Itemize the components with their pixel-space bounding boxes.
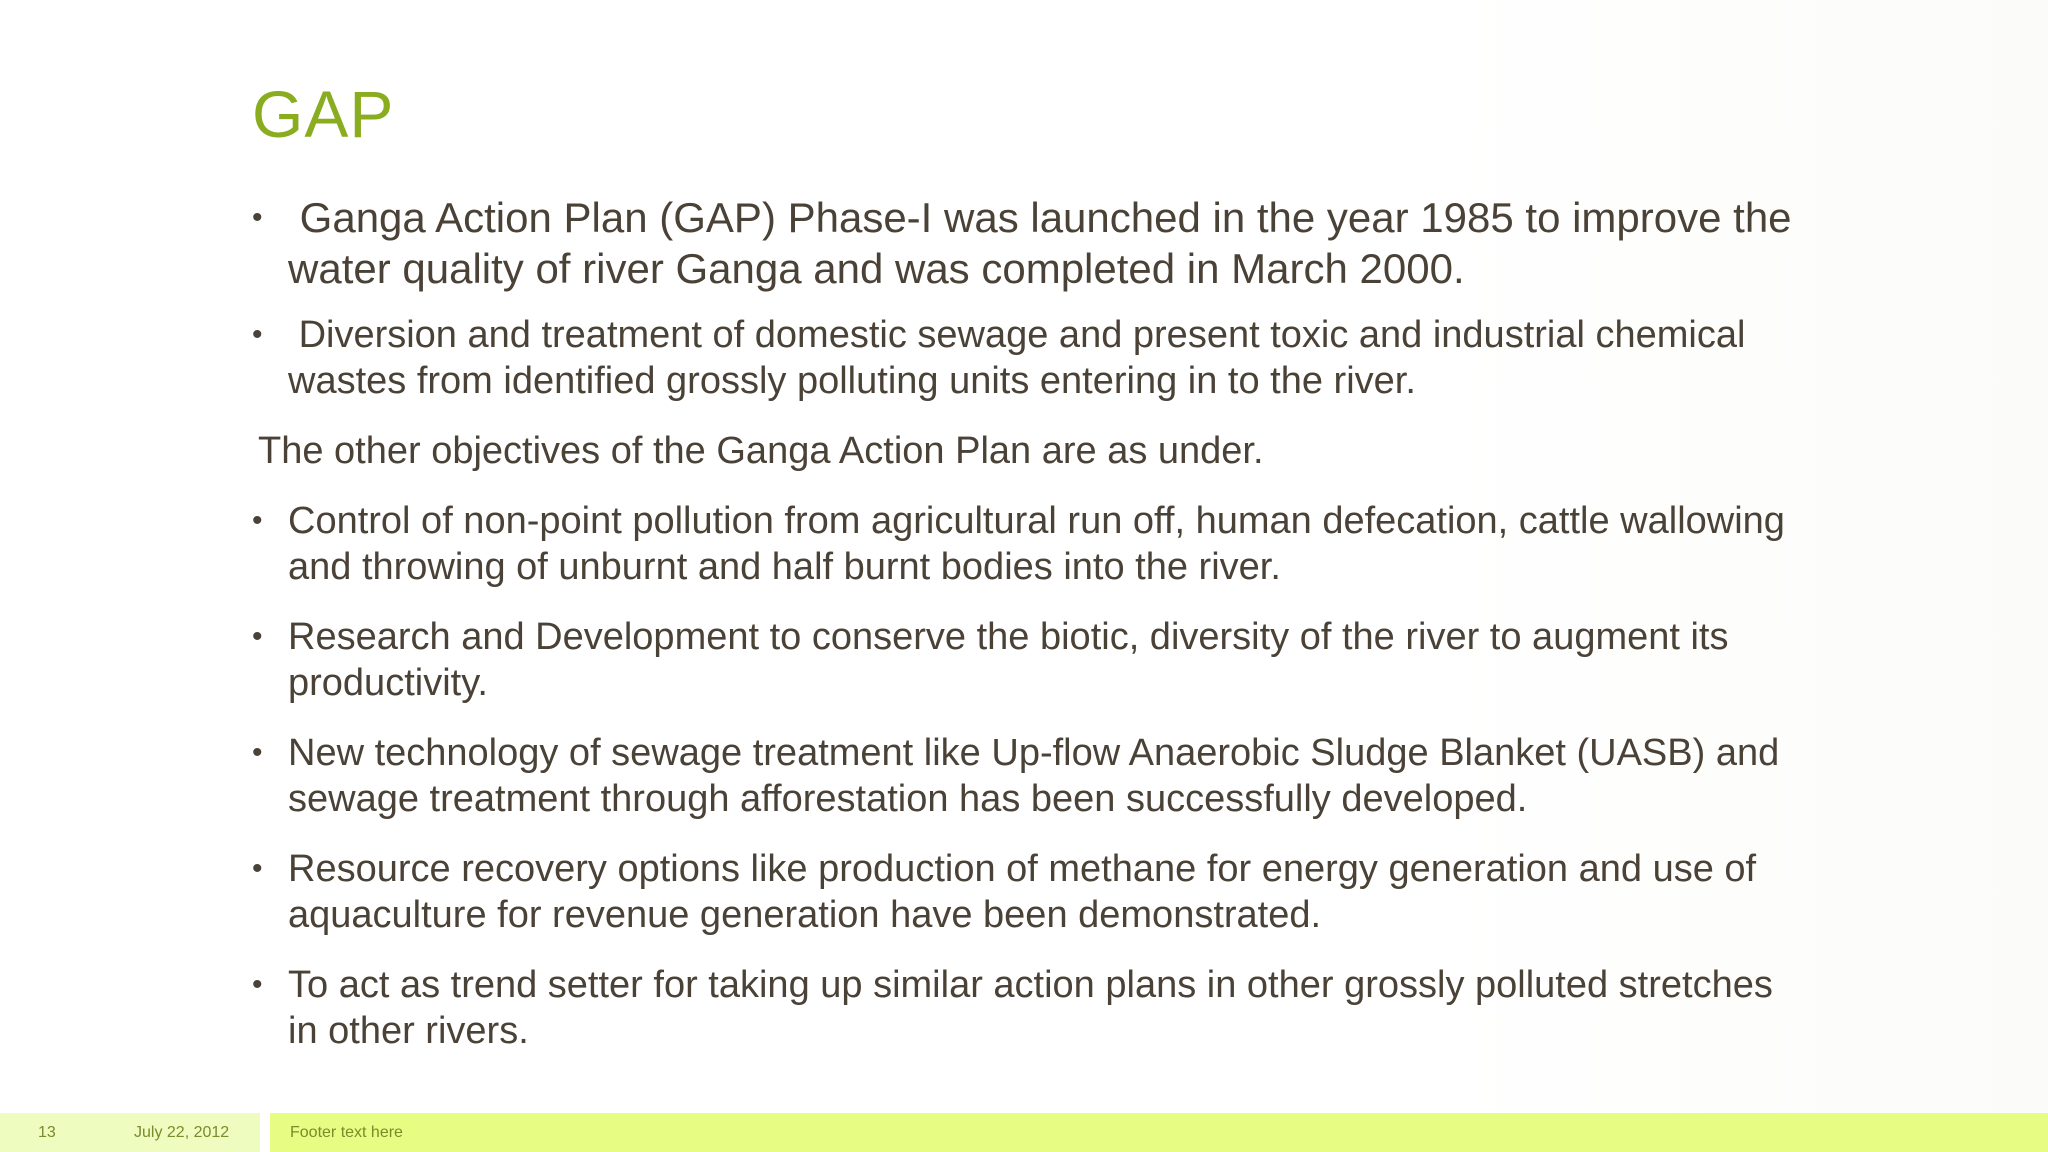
footer-text: Footer text here [290, 1124, 403, 1141]
slide-date: July 22, 2012 [134, 1124, 230, 1141]
slide-title: GAP [252, 77, 395, 151]
bullet-text: Control of non-point pollution from agricultural run off, human defecation, cattle wallowing and throwing of unburnt and half burnt bodies into the river. [288, 500, 1785, 588]
bullet-item [252, 962, 1812, 1054]
bullet-item [252, 730, 1812, 822]
footer-bar [270, 1113, 2048, 1152]
bullet-item [252, 614, 1812, 706]
bullet-item [252, 312, 1812, 404]
bullet-item [252, 192, 1812, 294]
bullet-item [252, 498, 1812, 590]
slide-number: 13 [38, 1124, 56, 1141]
bullet-icon: • [252, 201, 263, 234]
bullet-icon: • [252, 318, 263, 351]
bullet-text: Diversion and treatment of domestic sewage and present toxic and industrial chemical wastes from identified grossly polluting units entering in to the river. [288, 314, 1756, 402]
bullet-icon: • [252, 968, 263, 1001]
slide-content [252, 192, 1812, 1078]
bullet-item [252, 846, 1812, 938]
bullet-icon: • [252, 852, 263, 885]
objectives-intro: The other objectives of the Ganga Action Plan are as under. [258, 430, 1264, 472]
bullet-text: New technology of sewage treatment like Up-flow Anaerobic Sludge Blanket (UASB) and sewage treatment through afforestation has been successfully developed. [288, 732, 1780, 820]
bullet-text: Ganga Action Plan (GAP) Phase-I was launched in the year 1985 to improve the water quality of river Ganga and was completed in March 2000. [288, 194, 1804, 292]
bullet-icon: • [252, 504, 263, 537]
bullet-icon: • [252, 620, 263, 653]
bullet-icon: • [252, 736, 263, 769]
bullet-text: Resource recovery options like production of methane for energy generation and use of aquaculture for revenue generation have been demonstrated. [288, 848, 1757, 936]
bullet-text: To act as trend setter for taking up similar action plans in other grossly polluted stretches in other rivers. [288, 964, 1773, 1052]
bullet-text: Research and Development to conserve the biotic, diversity of the river to augment its productivity. [288, 616, 1729, 704]
